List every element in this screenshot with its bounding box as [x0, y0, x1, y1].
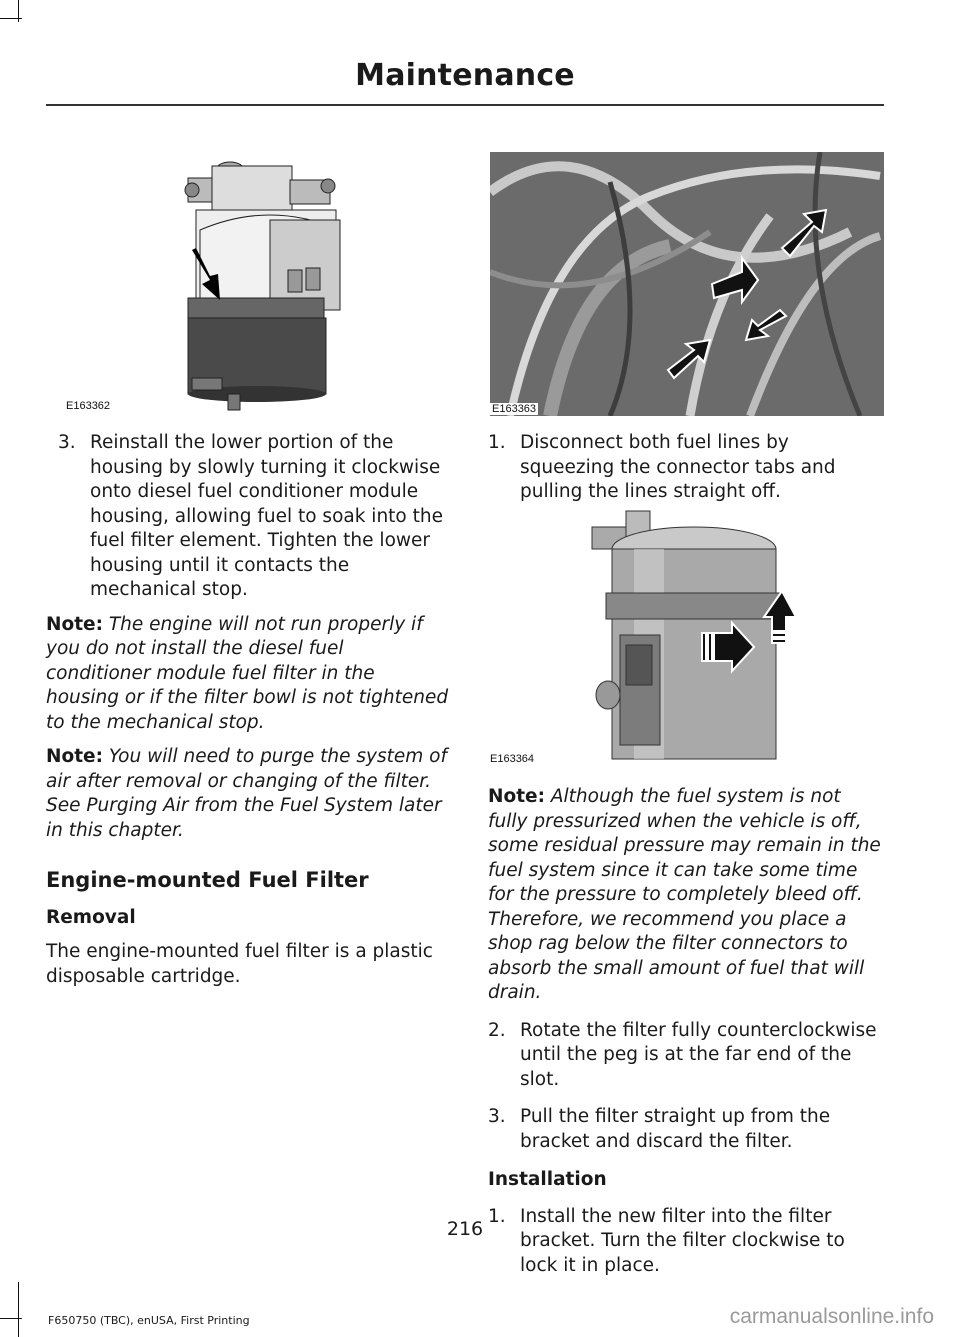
- right-column-bottom: [488, 785, 884, 1278]
- step-text: Pull the filter straight up from the bracket and discard the filter.: [520, 1106, 831, 1152]
- note-purge-air: [46, 745, 450, 843]
- step-text: Install the new filter into the filter bracket. Turn the filter clockwise to lock it in place.: [520, 1205, 845, 1276]
- note-text: Although the fuel system is not fully pressurized when the vehicle is off, some residual pressure may remain in the fuel system since it can take some time for the pressure to completely bleed off. Therefore, we recommend you place a shop rag below the filter connectors to absorb the small amount of fuel that will drain.: [488, 786, 881, 1003]
- page-number: 216: [446, 1218, 484, 1240]
- step-text: Disconnect both fuel lines by squeezing the connector tabs and pulling the lines straight off.: [520, 432, 836, 502]
- header-divider: [46, 104, 884, 106]
- engine-mounted-fuel-filter-illustration: [490, 505, 798, 767]
- note-residual-pressure: [488, 785, 884, 1006]
- step-3-reinstall: [58, 431, 450, 603]
- note-text: You will need to purge the system of air after removal or changing of the filter. See Purging Air from the Fuel System later in this chapter.: [46, 746, 447, 841]
- section-heading: Engine-mounted Fuel Filter: [46, 868, 369, 892]
- fuel-conditioner-module-illustration: [66, 150, 370, 412]
- fuel-lines-photo: [490, 152, 884, 416]
- figure-id: E163364: [490, 753, 535, 765]
- step-1-disconnect: [488, 431, 884, 505]
- page-title: Maintenance: [355, 58, 575, 93]
- step-2-rotate: [488, 1019, 884, 1093]
- crop-mark: [18, 0, 19, 22]
- right-column-top: [488, 431, 884, 505]
- note-label: Note:: [46, 613, 103, 635]
- step-number: 2.: [488, 1019, 506, 1041]
- left-column: [46, 431, 450, 989]
- step-text: Rotate the filter fully counterclockwise until the peg is at the far end of the slot.: [520, 1019, 877, 1090]
- step-3-pull: [488, 1105, 884, 1154]
- paragraph: The engine-mounted fuel filter is a plastic disposable cartridge.: [46, 941, 433, 987]
- step-number: 1.: [488, 432, 506, 453]
- figure-id: E163362: [66, 400, 111, 412]
- note-text: The engine will not run properly if you do not install the diesel fuel conditioner module fuel filter in the housing or if the filter bowl is not tightened to the mechanical stop.: [46, 613, 449, 733]
- step-number: 3.: [58, 432, 76, 453]
- step-1-install: [488, 1205, 884, 1279]
- subsection-heading: Removal: [46, 906, 136, 928]
- step-text: Reinstall the lower portion of the housing by slowly turning it clockwise onto diesel fuel conditioner module housing, allowing fuel to soak into the fuel filter element. Tighten the lower housing until it contacts the mechanical stop.: [90, 432, 443, 600]
- figure-id: E163363: [492, 403, 537, 415]
- crop-mark: [18, 1282, 19, 1337]
- watermark: carmanualsonline.info: [729, 1305, 934, 1328]
- step-number: 1.: [488, 1205, 506, 1227]
- step-number: 3.: [488, 1106, 506, 1127]
- note-label: Note:: [46, 746, 103, 767]
- note-label: Note:: [488, 786, 545, 807]
- subsection-heading: Installation: [488, 1169, 607, 1190]
- note-engine-run: [46, 613, 450, 736]
- footer-print-info: F650750 (TBC), enUSA, First Printing: [48, 1314, 250, 1327]
